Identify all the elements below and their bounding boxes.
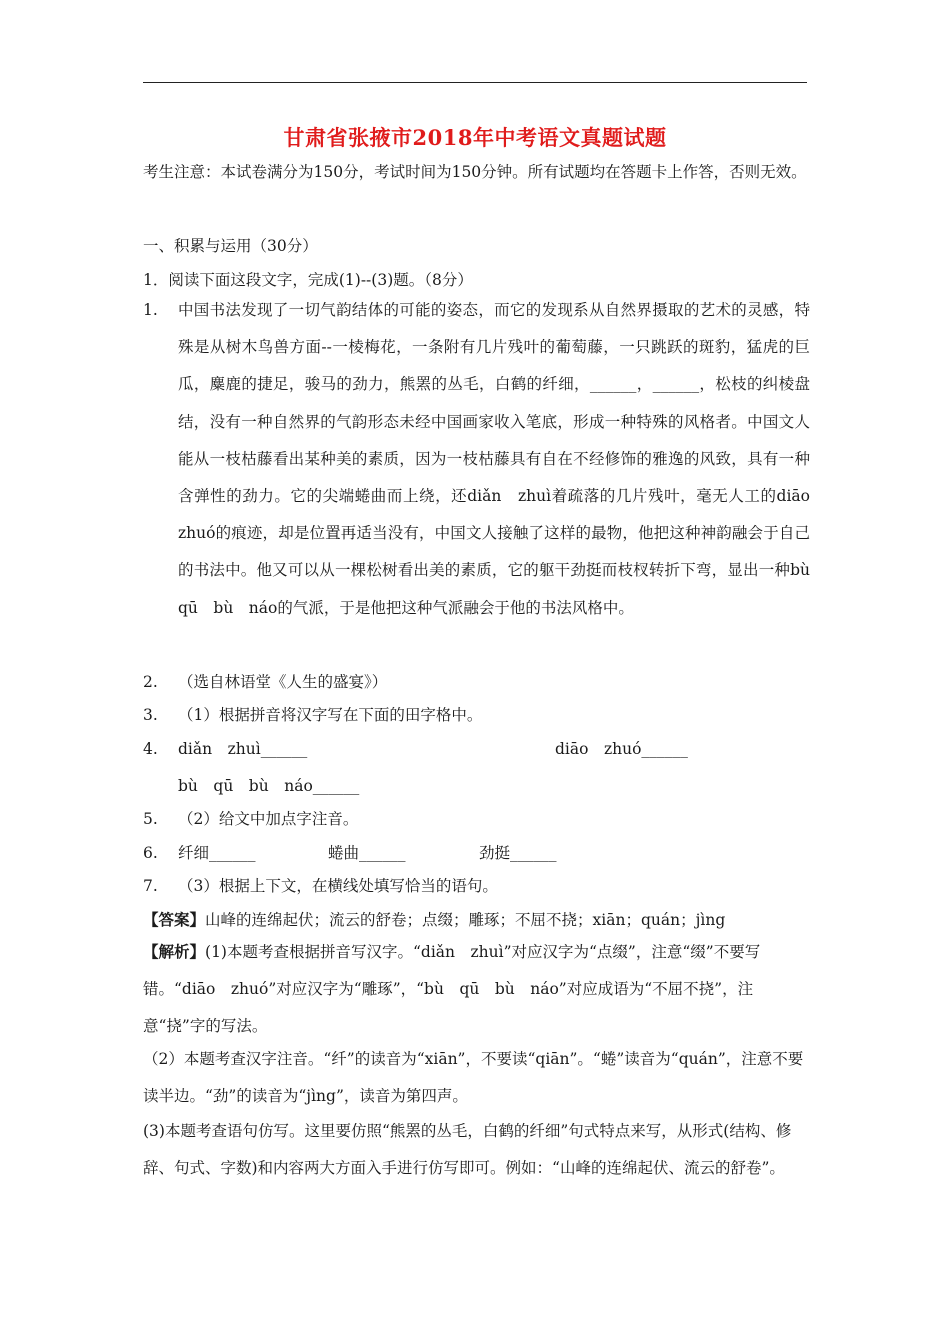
analysis-part-3: (3)本题考查语句仿写。这里要仿照“熊罴的丛毛，白鹤的纤细”句式特点来写，从形式(结构、修辞、句式、字数)和内容两大方面入手进行仿写即可。例如：“山峰的连绵起伏、流云的舒卷”。 [143,1122,792,1177]
passage-source: （选自林语堂《人生的盛宴》） [178,673,388,691]
analysis-text: (1)本题考查根据拼音写汉字。“diǎn zhuì”对应汉字为“点缀”，注意“缀”不要写错。“diāo zhuó”对应汉字为“雕琢”，“bù qū bù náo”对应成语为“不屈不挠”，注意“挠”字的写法。 [143,943,761,1035]
item-number: 6. [143,844,158,862]
passage-text: 中国书法发现了一切气韵结体的可能的姿态，而它的发现系从自然界摄取的艺术的灵感，特殊是从树木鸟兽方面--一棱梅花，一条附有几片残叶的葡萄藤，一只跳跃的斑豹，猛虎的巨瓜，麋鹿的捷足，骏马的劲力，熊罴的丛毛，白鹤的纤细，______，______，松枝的纠棱盘结，没有一种自然界的气韵形态未经中国画家收入笔底，形成一种特殊的风格者。中国文人能从一枝枯藤看出某种美的素质，因为一枝枯藤具有自在不经修饰的雅逸的风致，具有一种含弹性的劲力。它的尖端蜷曲而上绕，还diǎn zhuì着疏落的几片残叶，毫无人工的diāo zhuó的痕迹，却是位置再适当没有，中国文人接触了这样的最物，他把这种神韵融会于自己的书法中。他又可以从一棵松树看出美的素质，它的躯干劲挺而枝杈转折下弯，显出一种bù qū bù náo的气派，于是他把这种气派融会于他的书法风格中。 [178,301,826,617]
pinyin-blank: bù qū bù náo______ [178,777,360,795]
item-number: 1. [143,301,158,319]
analysis-label: 【解析】 [143,942,206,961]
question-text: （2）给文中加点字注音。 [178,810,359,828]
answer-label: 【答案】 [143,910,206,929]
section-heading: 一、积累与运用（30分） [143,237,318,255]
phonetic-blank: 蜷曲______ [328,844,406,862]
document-title: 甘肃省张掖市2018年中考语文真题试题 [283,125,667,150]
question-text: （3）根据上下文，在横线处填写恰当的语句。 [178,877,498,895]
question-intro: 1．阅读下面这段文字，完成(1)--(3)题。（8分） [143,271,473,289]
item-number: 5. [143,810,158,828]
item-number: 7. [143,877,158,895]
question-text: （1）根据拼音将汉字写在下面的田字格中。 [178,706,483,724]
item-number: 3. [143,706,158,724]
phonetic-blank: 纤细______ [178,844,256,862]
analysis-part-2: （2）本题考查汉字注音。“纤”的读音为“xiān”，不要读“qiān”。“蜷”读音为“quán”，注意不要读半边。“劲”的读音为“jìng”，读音为第四声。 [143,1050,804,1105]
answer-text: 山峰的连绵起伏；流云的舒卷；点缀；雕琢；不屈不挠；xiān；quán；jìng [205,911,726,929]
item-number: 2. [143,673,158,691]
exam-notice: 考生注意：本试卷满分为150分，考试时间为150分钟。所有试题均在答题卡上作答，否则无效。 [143,163,807,181]
header-rule [143,82,807,83]
pinyin-blank: diāo zhuó______ [555,740,688,758]
phonetic-blank: 劲挺______ [479,844,557,862]
item-number: 4. [143,740,158,758]
analysis-part-1 [143,933,811,1045]
pinyin-blank: diǎn zhuì______ [178,740,308,758]
